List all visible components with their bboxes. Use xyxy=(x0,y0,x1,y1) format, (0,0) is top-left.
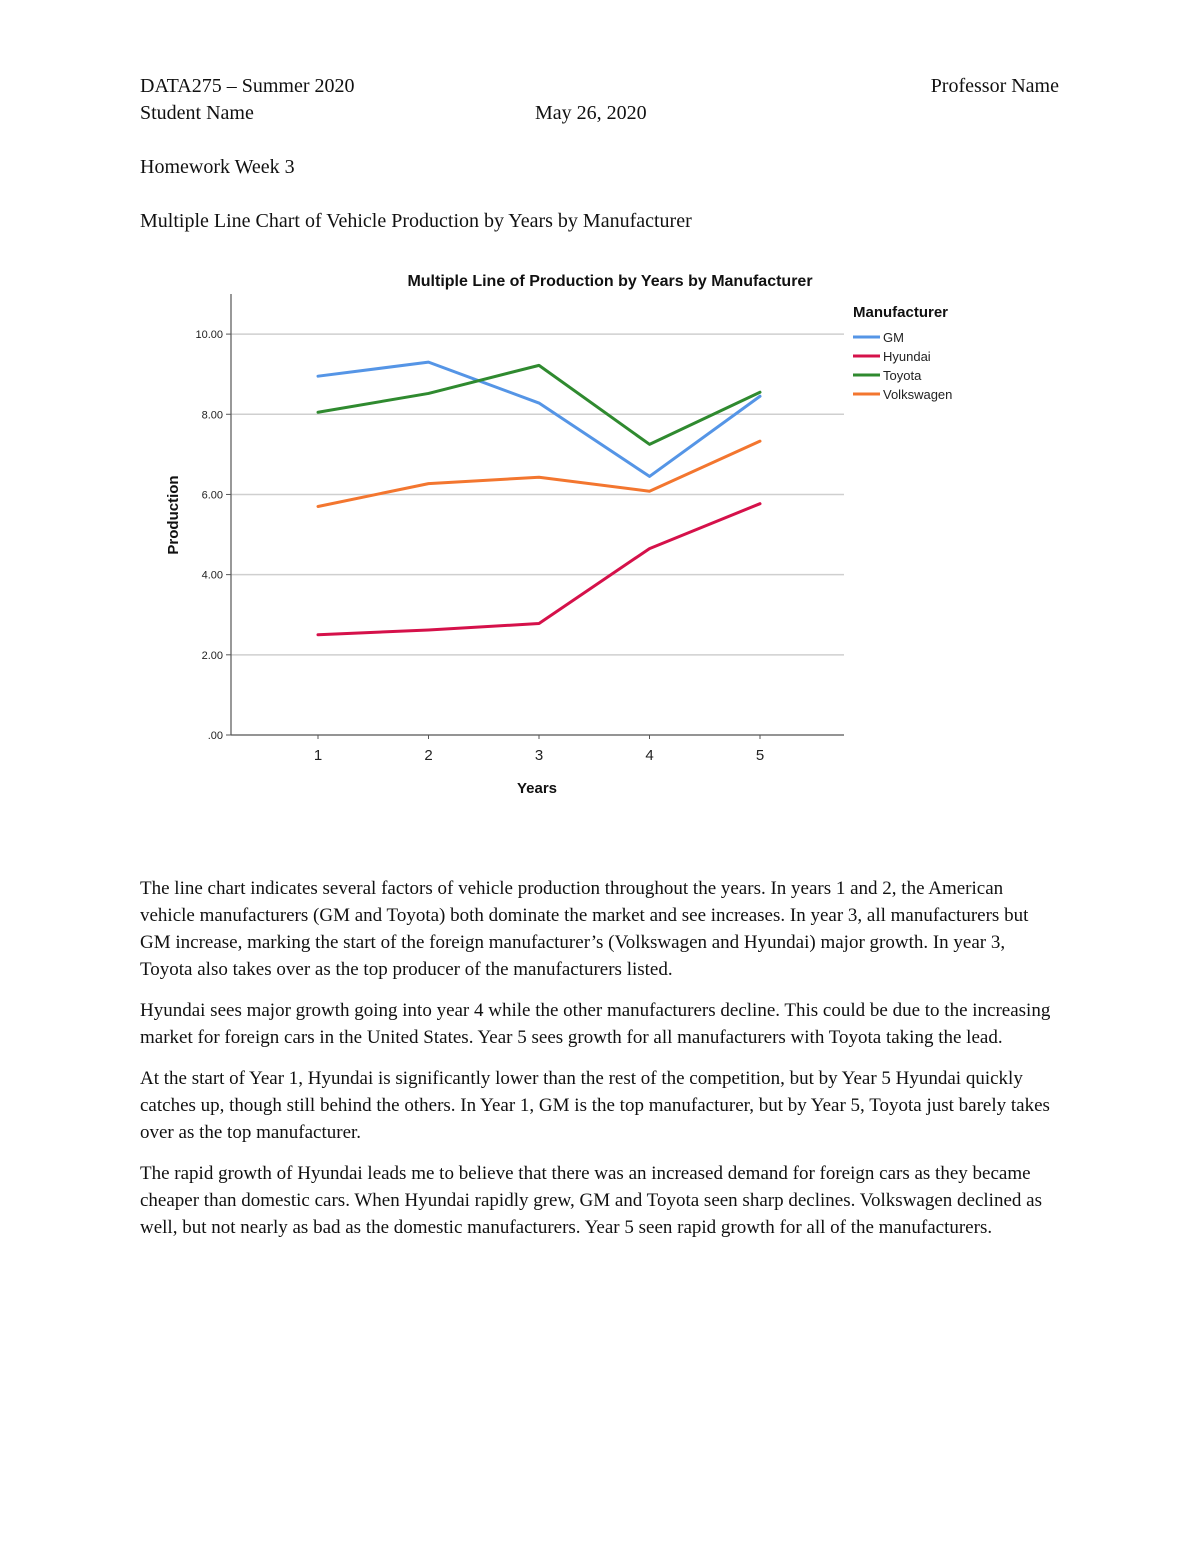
y-tick-label: 2.00 xyxy=(201,649,223,662)
y-tick-label: .00 xyxy=(207,730,223,742)
chart-axes xyxy=(195,294,844,764)
chart-gridlines xyxy=(231,334,844,655)
paragraph-3: At the start of Year 1, Hyundai is significantly lower than the rest of the competition, but by Year 5 Hyundai quickly catches up, though still behind the others. In Year 1, GM is the top manufacturer, but by Year 5, Toyota just barely takes over as the top manufacturer. xyxy=(140,1068,1050,1143)
legend-label-volkswagen: Volkswagen xyxy=(883,387,953,402)
chart-title: Multiple Line of Production by Years by Manufacturer xyxy=(407,273,813,290)
course-line: DATA275 – Summer 2020 xyxy=(140,75,355,97)
chart-legend xyxy=(853,304,952,402)
y-tick-label: 4.00 xyxy=(201,569,223,582)
legend-label-hyundai: Hyundai xyxy=(883,349,931,364)
series-line-volkswagen xyxy=(318,441,760,506)
x-tick-label: 5 xyxy=(755,747,765,764)
chart-heading: Multiple Line Chart of Vehicle Production by Years by Manufacturer xyxy=(140,210,692,232)
x-tick-label: 2 xyxy=(424,747,433,764)
chart-svg xyxy=(150,262,1000,807)
document-date: May 26, 2020 xyxy=(535,102,647,124)
paragraph-4: The rapid growth of Hyundai leads me to believe that there was an increased demand for foreign cars as they became cheaper than domestic cars. When Hyundai rapidly grew, GM and Toyota seen sharp declines. Volkswagen declined as well, but not nearly as bad as the domestic manufacturers. Year 5 seen rapid growth for all of the manufacturers. xyxy=(140,1163,1042,1238)
x-tick-label: 1 xyxy=(313,747,323,764)
paragraph-2: Hyundai sees major growth going into year 4 while the other manufacturers decline. This could be due to the increasing market for foreign cars in the United States. Year 5 sees growth for all manufacturers with Toyota taking the lead. xyxy=(140,1000,1051,1048)
line-chart xyxy=(150,262,1000,807)
x-axis-label: Years xyxy=(516,780,558,797)
series-line-toyota xyxy=(318,365,760,444)
student-name: Student Name xyxy=(140,102,254,124)
series-line-hyundai xyxy=(318,504,760,635)
y-axis-label: Production xyxy=(165,475,182,555)
analysis-text xyxy=(140,875,1060,1255)
x-tick-label: 4 xyxy=(645,747,654,764)
legend-label-toyota: Toyota xyxy=(883,368,922,383)
y-tick-label: 8.00 xyxy=(201,409,223,422)
paragraph-1: The line chart indicates several factors of vehicle production throughout the years. In years 1 and 2, the American vehicle manufacturers (GM and Toyota) both dominate the market and see increases. In year 3, all manufacturers but GM increase, marking the start of the foreign manufacturer’s (Volkswagen and Hyundai) major growth. In year 3, Toyota also takes over as the top producer of the manufacturers listed. xyxy=(140,878,1029,980)
chart-series xyxy=(318,362,760,635)
series-line-gm xyxy=(318,362,760,476)
homework-title: Homework Week 3 xyxy=(140,156,295,178)
legend-label-gm: GM xyxy=(883,330,904,345)
legend-title: Manufacturer xyxy=(853,304,949,321)
professor-name: Professor Name xyxy=(930,75,1059,97)
y-tick-label: 10.00 xyxy=(195,329,223,342)
y-tick-label: 6.00 xyxy=(201,489,223,502)
x-tick-label: 3 xyxy=(534,747,544,764)
